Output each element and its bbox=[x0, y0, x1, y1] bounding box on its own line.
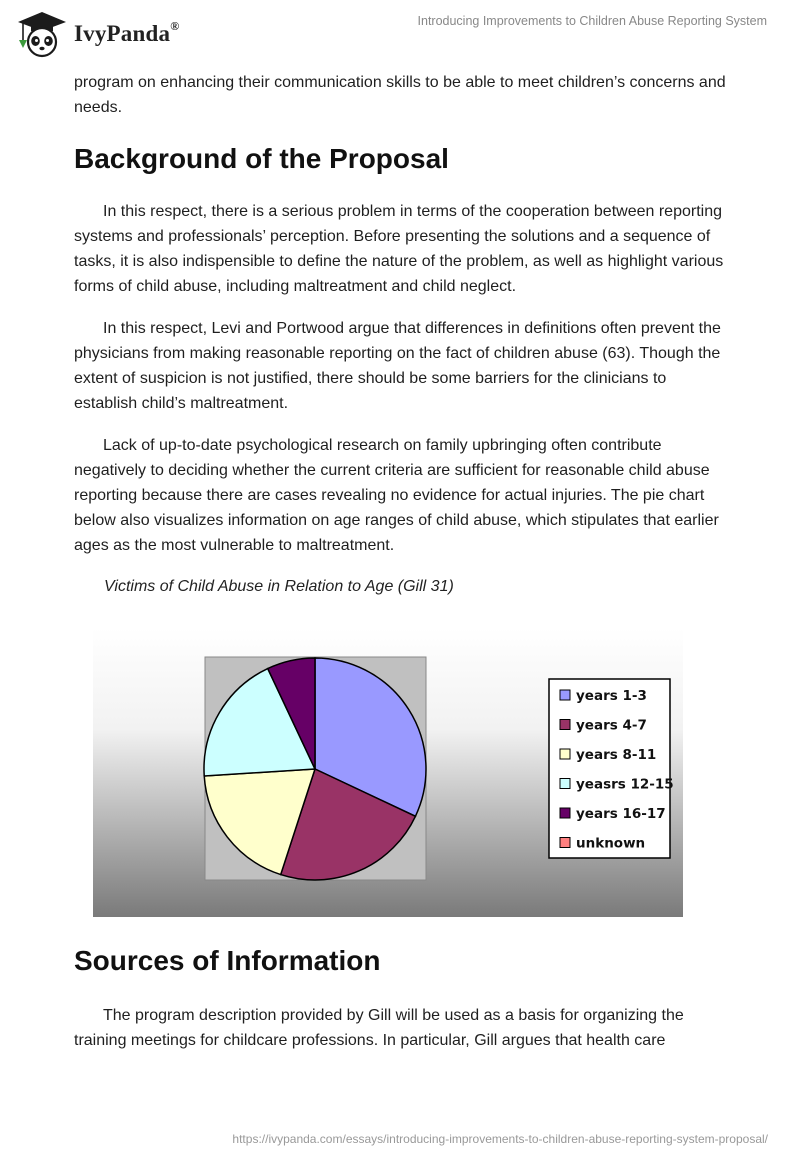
paragraph-2: In this respect, Levi and Portwood argue that differences in definitions often prevent the physicians from making reasonable reporting on the fact of children abuse (63). Though the extent of suspicion is not justified, there should be some barriers for the clinicians to establish child’s maltreatment. bbox=[74, 320, 721, 412]
brand-logo[interactable] bbox=[14, 10, 179, 58]
brand-name: IvyPanda® bbox=[74, 19, 180, 46]
section-heading-sources: Sources of Information bbox=[74, 945, 381, 976]
figure-caption: Victims of Child Abuse in Relation to Age (Gill 31) bbox=[104, 578, 454, 595]
legend-swatch bbox=[560, 808, 570, 818]
legend-label: years 4-7 bbox=[576, 717, 647, 734]
article-body-continued bbox=[74, 944, 728, 1053]
legend-label: years 8-11 bbox=[576, 747, 657, 763]
source-url[interactable]: https://ivypanda.com/essays/introducing-improvements-to-children-abuse-reporting-system-proposal/ bbox=[232, 1132, 768, 1146]
article-body bbox=[74, 70, 728, 599]
legend-swatch bbox=[560, 838, 570, 848]
document-title: Introducing Improvements to Children Abuse Reporting System bbox=[417, 14, 767, 28]
paragraph-4: The program description provided by Gill will be used as a basis for organizing the training meetings for childcare professions. In particular, Gill argues that health care bbox=[74, 1007, 684, 1049]
chart-legend bbox=[549, 679, 670, 858]
legend-swatch bbox=[560, 720, 570, 730]
section-heading-background: Background of the Proposal bbox=[74, 143, 449, 174]
pie-slices bbox=[204, 658, 426, 880]
paragraph-1: In this respect, there is a serious problem in terms of the cooperation between reporting systems and professionals’ perception. Before presenting the solutions and a sequence of tasks, it is also indispensible to define the nature of the problem, as well as highlight various forms of child abuse, including maltreatment and child neglect. bbox=[74, 203, 724, 295]
paragraph-3: Lack of up-to-date psychological research on family upbringing often contribute negatively to deciding whether the current criteria are sufficient for reasonable child abuse reporting because there are cases revealing no evidence for actual injuries. The pie chart below also visualizes information on age ranges of child abuse, which stipulates that earlier ages as the most vulnerable to maltreatment. bbox=[74, 437, 719, 554]
pie-chart-figure bbox=[93, 628, 683, 917]
intro-paragraph: program on enhancing their communication skills to be able to meet children’s concerns and needs. bbox=[74, 74, 726, 116]
legend-swatch bbox=[560, 749, 570, 759]
legend-label: years 16-17 bbox=[576, 806, 666, 822]
panda-graduate-icon bbox=[14, 10, 70, 58]
pie-chart bbox=[93, 628, 683, 917]
legend-swatch bbox=[560, 690, 570, 700]
legend-label: years 1-3 bbox=[576, 688, 647, 704]
legend-label: unknown bbox=[576, 835, 646, 852]
legend-swatch bbox=[560, 779, 570, 789]
page-header bbox=[0, 0, 800, 62]
legend-label: yeasrs 12-15 bbox=[576, 776, 674, 793]
